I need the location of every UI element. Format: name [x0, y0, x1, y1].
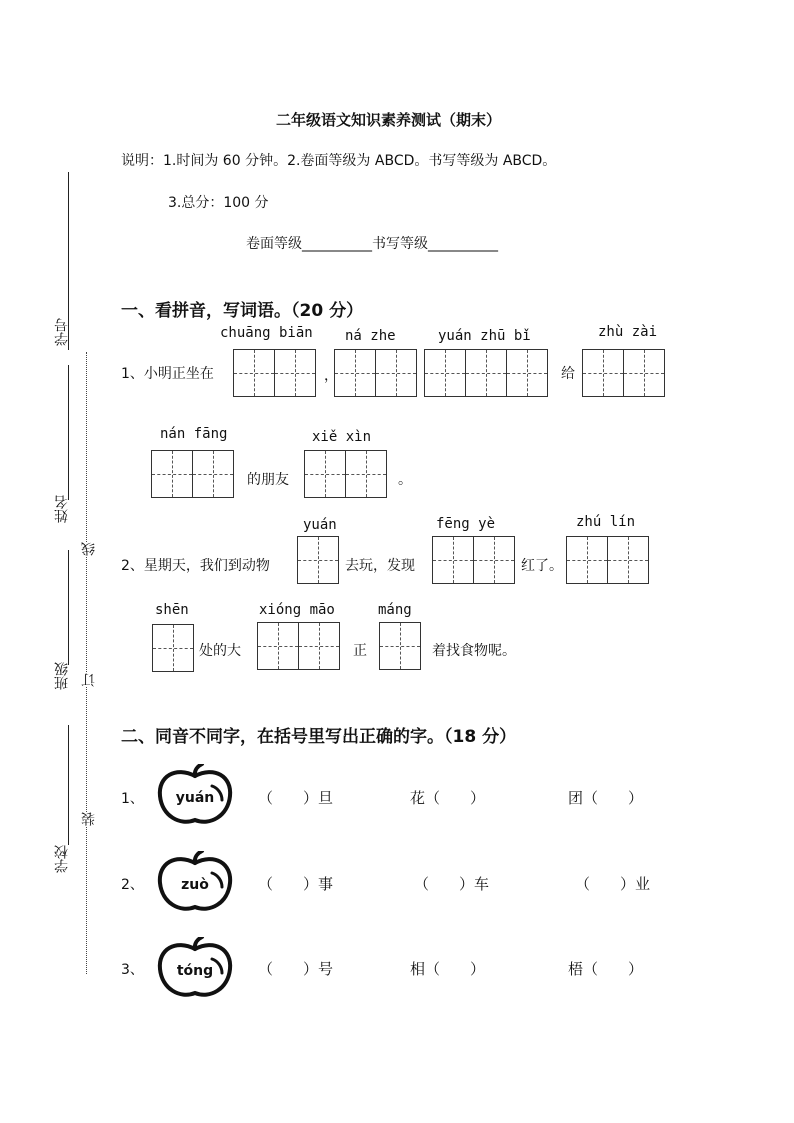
instructions-line2: 3.总分：100 分: [168, 195, 269, 211]
row2-item1[interactable]: （ ）事: [258, 875, 334, 893]
q1-comma: ，: [324, 368, 338, 384]
binding-line-3: [68, 550, 69, 665]
row3-item3[interactable]: 梧（ ）: [568, 960, 644, 978]
writing-grid-shen[interactable]: [152, 624, 193, 672]
apple-icon: [156, 764, 234, 826]
row3-item2[interactable]: 相（ ）: [410, 960, 486, 978]
row2-item3[interactable]: （ ）业: [575, 875, 651, 893]
row2-number: 2、: [121, 877, 144, 893]
binding-line-4: [68, 725, 69, 845]
binding-dotted-line: [86, 352, 87, 974]
row1-number: 1、: [121, 791, 144, 807]
pinyin-chuang-bian: chuāng biān: [220, 325, 313, 341]
q1-period: 。: [398, 472, 412, 488]
pinyin-yuan: yuán: [303, 517, 337, 533]
margin-label-zhuang: 装: [81, 812, 97, 826]
grid-cell[interactable]: [375, 349, 417, 397]
writing-grid-zhu-zai[interactable]: [582, 349, 664, 397]
grid-cell[interactable]: [192, 450, 234, 498]
apple-pinyin: tóng: [176, 963, 214, 979]
q2-quwan: 去玩，发现: [345, 558, 415, 574]
writing-grid-zhu-lin[interactable]: [566, 536, 648, 584]
grid-cell[interactable]: [566, 536, 608, 584]
q2-chude-da: 处的大: [199, 643, 241, 659]
grid-cell[interactable]: [298, 622, 340, 670]
margin-label-xuehao: 学号: [54, 318, 70, 346]
margin-label-banji: 班级: [54, 662, 70, 690]
grid-cell[interactable]: [506, 349, 548, 397]
pinyin-yuan-zhu-bi: yuán zhū bǐ: [438, 328, 531, 344]
q2-prefix: 2、星期天，我们到动物: [121, 558, 270, 574]
pinyin-shen: shēn: [155, 602, 189, 618]
pinyin-mang: máng: [378, 602, 412, 618]
row3-item1[interactable]: （ ）号: [258, 960, 334, 978]
writing-grid-yuan-zhu-bi[interactable]: [424, 349, 547, 397]
grid-cell[interactable]: [345, 450, 387, 498]
apple-pinyin: yuán: [175, 790, 215, 806]
page-title: 二年级语文知识素养测试（期末）: [276, 111, 502, 129]
q1-de-pengyou: 的朋友: [247, 472, 289, 488]
binding-line-2: [68, 365, 69, 500]
margin-label-ding: 订: [81, 673, 97, 687]
grid-cell[interactable]: [233, 349, 275, 397]
grid-cell[interactable]: [304, 450, 346, 498]
grid-cell[interactable]: [152, 624, 194, 672]
writing-grid-na-zhe[interactable]: [334, 349, 416, 397]
writing-grid-yuan[interactable]: [297, 536, 338, 584]
margin-label-xuexiao: 学校: [54, 845, 70, 873]
grid-cell[interactable]: [473, 536, 515, 584]
row1-item3[interactable]: 团（ ）: [568, 789, 644, 807]
pinyin-xiong-mao: xióng māo: [259, 602, 335, 618]
q1-gei: 给: [561, 366, 575, 382]
grid-cell[interactable]: [424, 349, 466, 397]
instructions-line1: 说明：1.时间为 60 分钟。2.卷面等级为 ABCD。书写等级为 ABCD。: [121, 153, 557, 169]
pinyin-xie-xin: xiě xìn: [312, 429, 372, 445]
writing-grid-feng-ye[interactable]: [432, 536, 514, 584]
q2-hongle: 红了。: [521, 558, 563, 574]
grid-cell[interactable]: [274, 349, 316, 397]
q1-prefix: 1、小明正坐在: [121, 366, 214, 382]
pinyin-zhu-lin: zhú lín: [576, 514, 636, 530]
grade-fields[interactable]: 卷面等级__________书写等级__________: [246, 236, 498, 252]
apple-icon: [156, 937, 234, 999]
grid-cell[interactable]: [151, 450, 193, 498]
grid-cell[interactable]: [582, 349, 624, 397]
q2-zhaoshiwu: 着找食物呢。: [432, 643, 516, 659]
grid-cell[interactable]: [607, 536, 649, 584]
grid-cell[interactable]: [334, 349, 376, 397]
writing-grid-chuang-bian[interactable]: [233, 349, 315, 397]
writing-grid-mang[interactable]: [379, 622, 420, 670]
row2-item2[interactable]: （ ）车: [414, 875, 490, 893]
grid-cell[interactable]: [432, 536, 474, 584]
grid-cell[interactable]: [297, 536, 339, 584]
margin-label-xian: 线: [81, 542, 97, 556]
apple-pinyin: zuò: [181, 877, 209, 893]
apple-icon: [156, 851, 234, 913]
grid-cell[interactable]: [257, 622, 299, 670]
pinyin-na-zhe: ná zhe: [345, 328, 396, 344]
row3-number: 3、: [121, 962, 144, 978]
grid-cell[interactable]: [623, 349, 665, 397]
section1-heading: 一、看拼音，写词语。（20 分）: [121, 301, 364, 321]
q2-zheng: 正: [353, 643, 367, 659]
row1-item2[interactable]: 花（ ）: [410, 789, 486, 807]
margin-label-xingming: 姓名: [54, 495, 70, 523]
grid-cell[interactable]: [379, 622, 421, 670]
row1-item1[interactable]: （ ）旦: [258, 789, 334, 807]
pinyin-feng-ye: fēng yè: [436, 516, 496, 532]
writing-grid-nan-fang[interactable]: [151, 450, 233, 498]
pinyin-zhu-zai: zhù zài: [598, 324, 658, 340]
pinyin-nan-fang: nán fāng: [160, 426, 228, 442]
writing-grid-xiong-mao[interactable]: [257, 622, 339, 670]
writing-grid-xie-xin[interactable]: [304, 450, 386, 498]
grid-cell[interactable]: [465, 349, 507, 397]
section2-heading: 二、同音不同字，在括号里写出正确的字。（18 分）: [121, 727, 517, 747]
